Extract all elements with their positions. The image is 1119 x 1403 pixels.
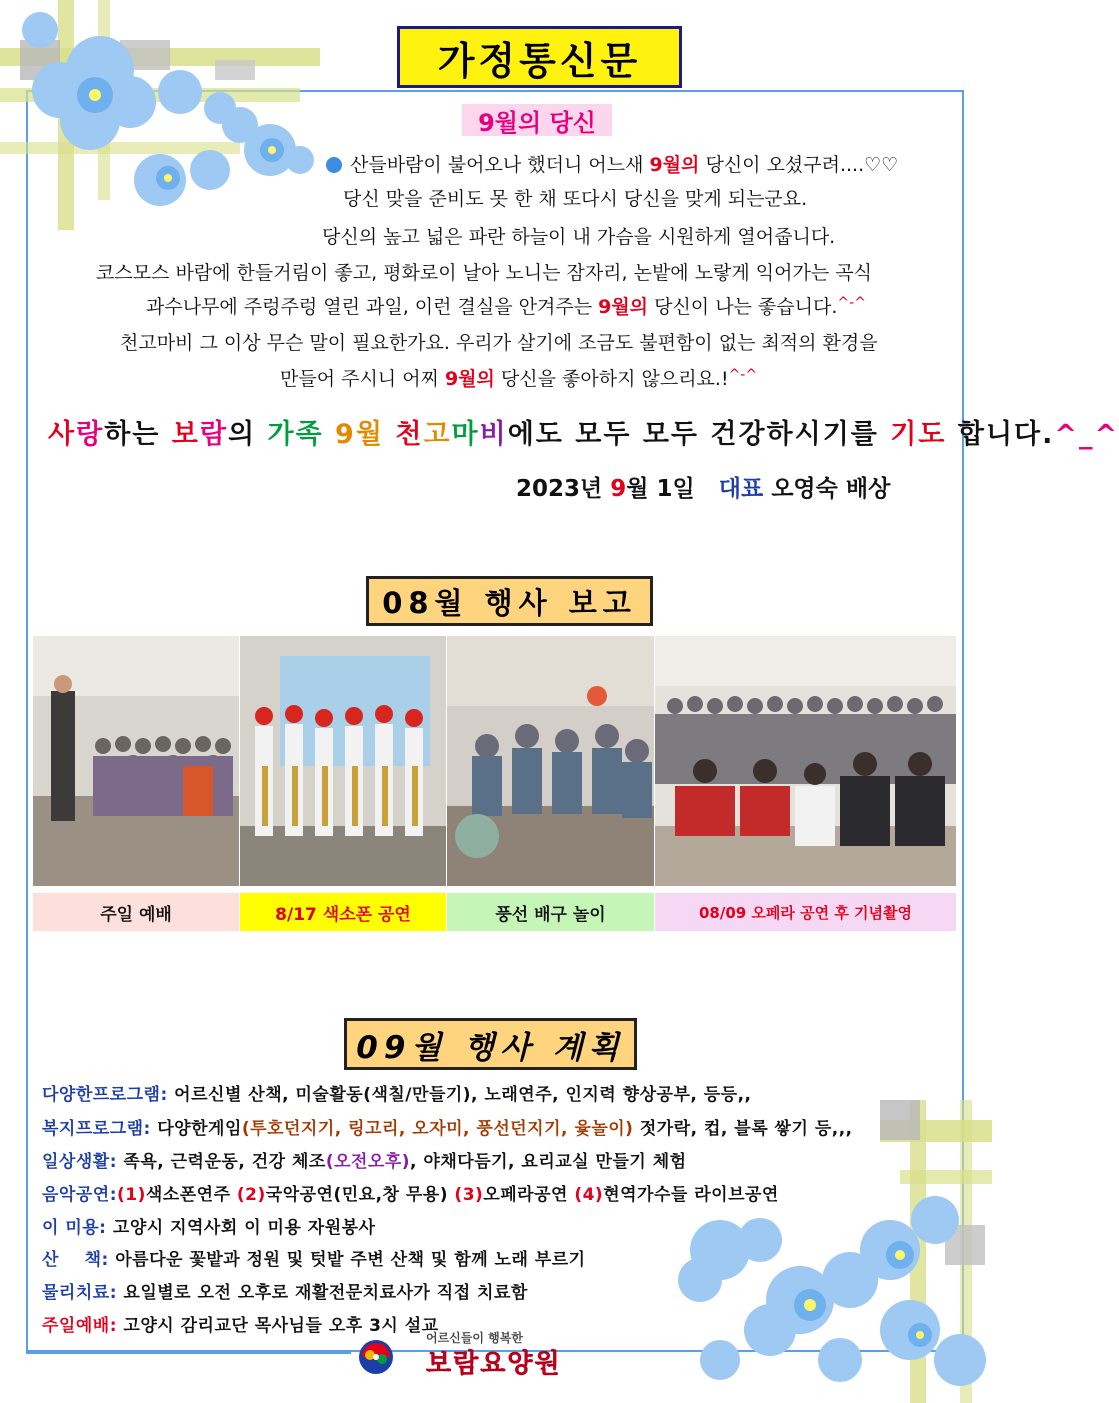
letter-subtitle: 9월의 당신 bbox=[462, 104, 612, 136]
footer-rule-left bbox=[26, 1352, 351, 1354]
report-section-title: 08월 행사 보고 bbox=[366, 576, 653, 626]
letter-line: 당신 맞을 준비도 못 한 채 또다시 당신을 맞게 되는군요. bbox=[343, 188, 808, 210]
flower-decoration-top-left bbox=[0, 0, 320, 230]
greeting-segment: 도 bbox=[918, 419, 947, 450]
greeting-segment: 마 bbox=[451, 419, 480, 450]
sign-date-pre: 2023년 bbox=[516, 476, 611, 502]
letter-line: 산들바람이 불어오나 했더니 어느새 9월의 당신이 오셨구려....♡♡ bbox=[326, 150, 898, 177]
plan-item: 물리치료: 요일별로 오전 오후로 재활전문치료사가 직접 치료함 bbox=[42, 1283, 528, 1303]
logo-tagline: 어르신들이 행복한 bbox=[426, 1331, 523, 1345]
greeting-segment: 가 bbox=[267, 419, 296, 450]
flower-decoration-bottom-right bbox=[660, 1100, 992, 1403]
balloon-volleyball-photo bbox=[447, 636, 654, 886]
greeting-segment: ^_^ bbox=[1054, 419, 1119, 450]
bullet-icon bbox=[326, 157, 342, 173]
opera-group-photo bbox=[655, 636, 956, 886]
greeting-segment bbox=[324, 419, 335, 450]
greeting-segment: 보 bbox=[171, 419, 200, 450]
greeting-segment: 기 bbox=[890, 419, 919, 450]
greeting-segment: 고 bbox=[423, 419, 452, 450]
plan-item: 산 책: 아름다운 꽃밭과 정원 및 텃밭 주변 산책 및 함께 노래 부르기 bbox=[42, 1250, 586, 1270]
signature bbox=[516, 470, 890, 503]
letter-line: 코스모스 바람에 한들거림이 좋고, 평화로이 날아 노니는 잠자리, 논밭에 노랗게 익어가는 곡식 bbox=[96, 262, 872, 284]
plan-section-title: 09월 행사 계획 bbox=[344, 1018, 637, 1070]
photo-caption-opera: 08/09 오페라 공연 후 기념촬영 bbox=[655, 893, 956, 931]
greeting-segment: 9월 bbox=[335, 419, 384, 450]
sign-role: 대표 bbox=[718, 476, 764, 502]
newsletter-title: 가정통신문 bbox=[397, 26, 682, 88]
greeting-segment: 사 bbox=[48, 419, 77, 450]
saxophone-photo bbox=[240, 636, 446, 886]
nursing-home-logo bbox=[352, 1331, 624, 1379]
photo-caption-worship: 주일 예배 bbox=[33, 893, 239, 931]
colorful-greeting bbox=[48, 412, 1119, 451]
greeting-segment: 비 bbox=[479, 419, 508, 450]
sign-month: 9 bbox=[610, 476, 627, 502]
plan-item: 다양한프로그램: 어르신별 산책, 미술활동(색칠/만들기), 노래연주, 인지력 향상공부, 등등,, bbox=[42, 1085, 752, 1105]
photo-caption-saxophone: 8/17 색소폰 공연 bbox=[240, 893, 446, 931]
greeting-segment: 천 bbox=[395, 419, 424, 450]
plan-item: 주일예배: 고양시 감리교단 목사님들 오후 3시 설교 bbox=[42, 1316, 439, 1336]
greeting-segment: 합니다. bbox=[946, 419, 1055, 450]
worship-photo bbox=[33, 636, 239, 886]
plan-item: 이 미용: 고양시 지역사회 이 미용 자원봉사 bbox=[42, 1218, 376, 1238]
logo-name: 보람요양원 bbox=[426, 1349, 562, 1379]
plan-item: 일상생활: 족욕, 근력운동, 건강 체조(오전오후), 야채다듬기, 요리교실 만들기 체험 bbox=[42, 1152, 687, 1172]
greeting-segment: 람 bbox=[199, 419, 228, 450]
letter-line: 천고마비 그 이상 무슨 말이 필요한가요. 우리가 살기에 조금도 불편함이 없는 최적의 환경을 bbox=[120, 332, 878, 354]
letter-line: 당신의 높고 넓은 파란 하늘이 내 가슴을 시원하게 열어줍니다. bbox=[322, 226, 836, 248]
greeting-segment bbox=[384, 419, 395, 450]
sign-date-post: 월 1일 bbox=[626, 476, 695, 502]
greeting-segment: 하는 bbox=[104, 419, 172, 450]
photo-caption-balloon: 풍선 배구 놀이 bbox=[447, 893, 654, 931]
letter-line: 과수나무에 주렁주렁 열린 과일, 이런 결실을 안겨주는 9월의 당신이 나는 좋습니다.^-^ bbox=[146, 295, 866, 318]
plan-item: 복지프로그램: 다양한게임(투호던지기, 링고리, 오자미, 풍선던지기, 윷놀이) 젓가락, 컵, 블록 쌓기 등,,, bbox=[42, 1119, 853, 1139]
sign-name: 오영숙 배상 bbox=[771, 476, 891, 502]
greeting-segment: 족 bbox=[295, 419, 324, 450]
greeting-segment: 의 bbox=[227, 419, 268, 450]
plan-item: 음악공연:(1)색소폰연주 (2)국악공연(민요,창 무용) (3)오페라공연 (4)현역가수들 라이브공연 bbox=[42, 1185, 779, 1205]
greeting-segment: 에도 모두 모두 건강하시기를 bbox=[507, 419, 891, 450]
greeting-segment: 랑 bbox=[76, 419, 105, 450]
letter-line: 만들어 주시니 어찌 9월의 당신을 좋아하지 않으리요.!^-^ bbox=[280, 367, 758, 390]
